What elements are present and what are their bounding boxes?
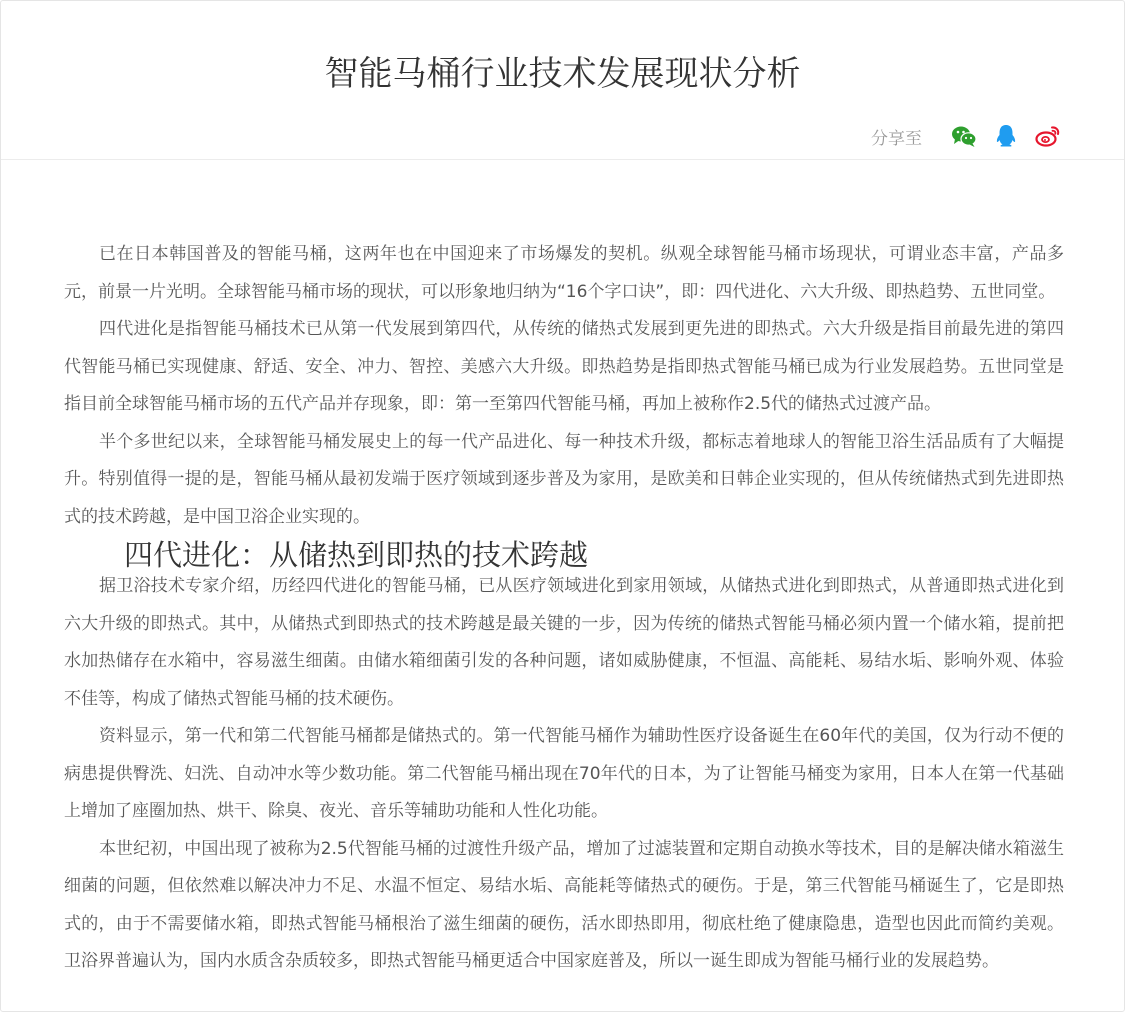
paragraph: 四代进化是指智能马桶技术已从第一代发展到第四代，从传统的储热式发展到更先进的即热式。六大升级是指目前最先进的第四代智能马桶已实现健康、舒适、安全、冲力、智控、美感六大升级。即热趋势是指即热式智能马桶已成为行业发展趋势。五世同堂是指目前全球智能马桶市场的五代产品并存现象，即：第一至第四代智能马桶，再加上被称作2.5代的储热式过渡产品。 [64, 319, 1064, 414]
paragraph: 据卫浴技术专家介绍，历经四代进化的智能马桶，已从医疗领域进化到家用领域，从储热式进化到即热式，从普通即热式进化到六大升级的即热式。其中，从储热式到即热式的技术跨越是最关键的一步，因为传统的储热式智能马桶必须内置一个储水箱，提前把水加热储存在水箱中，容易滋生细菌。由储水箱细菌引发的各种问题，诸如威胁健康，不恒温、高能耗、易结水垢、影响外观、体验不佳等，构成了储热式智能马桶的技术硬伤。 [64, 576, 1064, 709]
article-body [64, 236, 1064, 981]
paragraph: 本世纪初，中国出现了被称为2.5代智能马桶的过渡性升级产品，增加了过滤装置和定期自动换水等技术，目的是解决储水箱滋生细菌的问题，但依然难以解决冲力不足、水温不恒定、易结水垢、高能耗等储热式的硬伤。于是，第三代智能马桶诞生了，它是即热式的，由于不需要储水箱，即热式智能马桶根治了滋生细菌的硬伤，活水即热即用，彻底杜绝了健康隐患，造型也因此而简约美观。卫浴界普遍认为，国内水质含杂质较多，即热式智能马桶更适合中国家庭普及，所以一诞生即成为智能马桶行业的发展趋势。 [64, 838, 1064, 971]
weibo-icon[interactable] [1034, 122, 1062, 150]
article-title: 智能马桶行业技术发展现状分析 [324, 54, 801, 94]
section-heading: 四代进化：从储热到即热的技术跨越 [124, 538, 589, 572]
paragraph: 半个多世纪以来，全球智能马桶发展史上的每一代产品进化、每一种技术升级，都标志着地球人的智能卫浴生活品质有了大幅提升。特别值得一提的是，智能马桶从最初发端于医疗领域到逐步普及为家用，是欧美和日韩企业实现的，但从传统储热式到先进即热式的技术跨越，是中国卫浴企业实现的。 [64, 431, 1064, 527]
article-header [1, 1, 1124, 160]
wechat-icon[interactable] [950, 122, 978, 150]
paragraph: 资料显示，第一代和第二代智能马桶都是储热式的。第一代智能马桶作为辅助性医疗设备诞生在60年代的美国，仅为行动不便的病患提供臀洗、妇洗、自动冲水等少数功能。第二代智能马桶出现在70年代的日本，为了让智能马桶变为家用，日本人在第一代基础上增加了座圈加热、烘干、除臭、夜光、音乐等辅助功能和人性化功能。 [64, 726, 1064, 821]
qq-icon[interactable] [992, 122, 1020, 150]
share-bar [871, 121, 1062, 151]
share-label: 分享至 [871, 128, 922, 149]
paragraph: 已在日本韩国普及的智能马桶，这两年也在中国迎来了市场爆发的契机。纵观全球智能马桶市场现状，可谓业态丰富，产品多元，前景一片光明。全球智能马桶市场的现状，可以形象地归纳为“16个字口诀”，即：四代进化、六大升级、即热趋势、五世同堂。 [64, 244, 1064, 302]
